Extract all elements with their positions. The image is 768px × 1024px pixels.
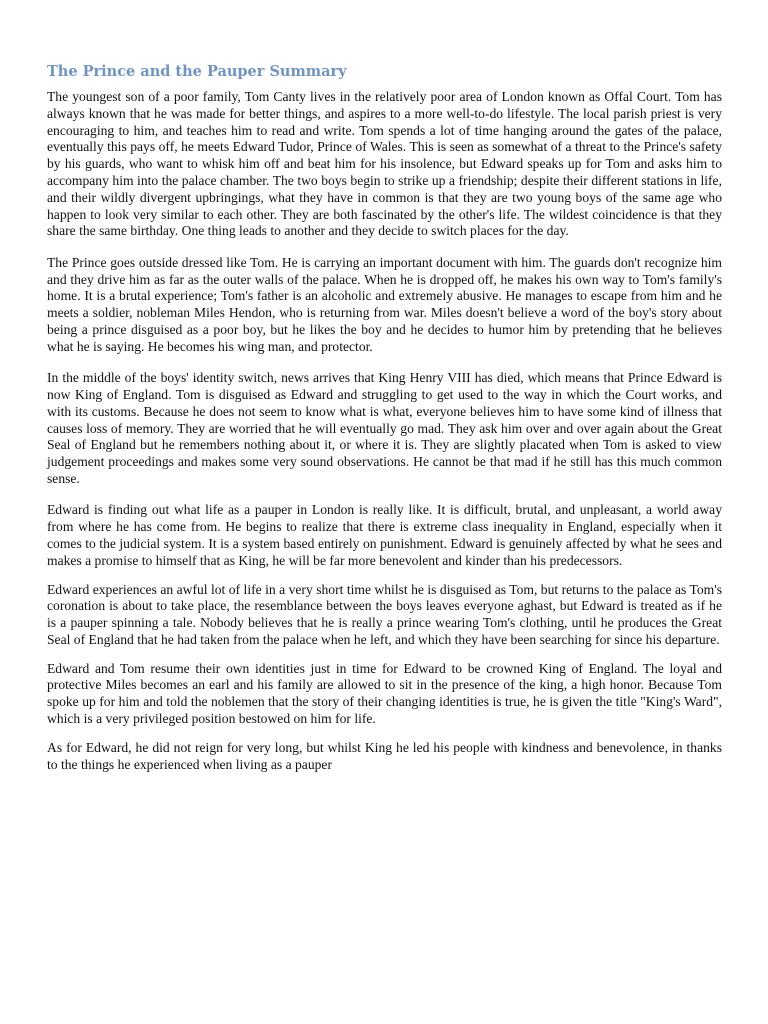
paragraph-7: As for Edward, he did not reign for very long, but whilst King he led his people with kindness and benevolence, in thanks to the things he experienced when living as a pauper (47, 739, 722, 772)
paragraph-2: The Prince goes outside dressed like Tom. He is carrying an important document with him. The guards don't recognize him and they drive him as far as the outer walls of the palace. When he is dropped off, he makes his own way to Tom's family's home. It is a brutal experience; Tom's father is an alcoholic and extremely abusive. He manages to escape from him and he meets a soldier, nobleman Miles Hendon, who is returning from war. Miles doesn't believe a word of the boy's story about being a prince disguised as a poor boy, but he likes the boy and he decides to humor him by pretending that he believes what he is saying. He becomes his wing man, and protector. (47, 254, 722, 354)
document-page (47, 62, 722, 773)
paragraph-5: Edward experiences an awful lot of life in a very short time whilst he is disguised as Tom, but returns to the palace as Tom's coronation is about to take place, the resemblance between the boys leaves everyone aghast, but Edward is treated as if he is a pauper spinning a tale. Nobody believes that he is really a prince wearing Tom's clothing, until he produces the Great Seal of England that he had taken from the palace when he left, and which they have been searching for since his departure. (47, 581, 722, 647)
paragraph-3: In the middle of the boys' identity switch, news arrives that King Henry VIII has died, which means that Prince Edward is now King of England. Tom is disguised as Edward and struggling to get used to the way in which the Court works, and with its customs. Because he does not seem to know what is what, everyone believes him to have some kind of illness that causes loss of memory. They are worried that he will eventually go mad. They ask him over and over again about the Great Seal of England but he remembers nothing about it, or where it is. They are slightly placated when Tom is asked to view judgement proceedings and makes some very sound observations. He cannot be that mad if he still has this much common sense. (47, 370, 722, 486)
paragraph-1: The youngest son of a poor family, Tom Canty lives in the relatively poor area of London known as Offal Court. Tom has always known that he was made for better things, and aspires to a more well-to-do lifestyle. The local parish priest is very encouraging to him, and teaches him to read and write. Tom spends a lot of time hanging around the gates of the palace, eventually this pays off, he meets Edward Tudor, Prince of Wales. This is seen as somewhat of a threat to the Prince's safety by his guards, who want to whisk him off and beat him for his insolence, but Edward speaks up for Tom and asks him to accompany him into the palace chamber. The two boys begin to strike up a friendship; despite their different stations in life, and their wildly divergent upbringings, what they have in common is that they are two young boys of the same age who happen to look very similar to each other. They are both fascinated by the other's life. The wildest coincidence is that they share the same birthday. One thing leads to another and they decide to switch places for the day. (47, 89, 722, 239)
document-title: The Prince and the Pauper Summary (47, 63, 347, 80)
paragraph-6: Edward and Tom resume their own identities just in time for Edward to be crowned King of England. The loyal and protective Miles becomes an earl and his family are allowed to sit in the presence of the king, a high honor. Because Tom spoke up for him and told the noblemen that the story of their changing identities is true, he is given the title "King's Ward", which is a very privileged position bestowed on him for life. (47, 660, 722, 727)
paragraph-4: Edward is finding out what life as a pauper in London is really like. It is difficult, brutal, and unpleasant, a world away from where he has come from. He begins to realize that there is extreme class inequality in England, especially when it comes to the judicial system. It is a system based entirely on punishment. Edward is genuinely affected by what he sees and makes a promise to himself that as King, he will be far more benevolent and kinder than his predecessors. (47, 502, 722, 568)
